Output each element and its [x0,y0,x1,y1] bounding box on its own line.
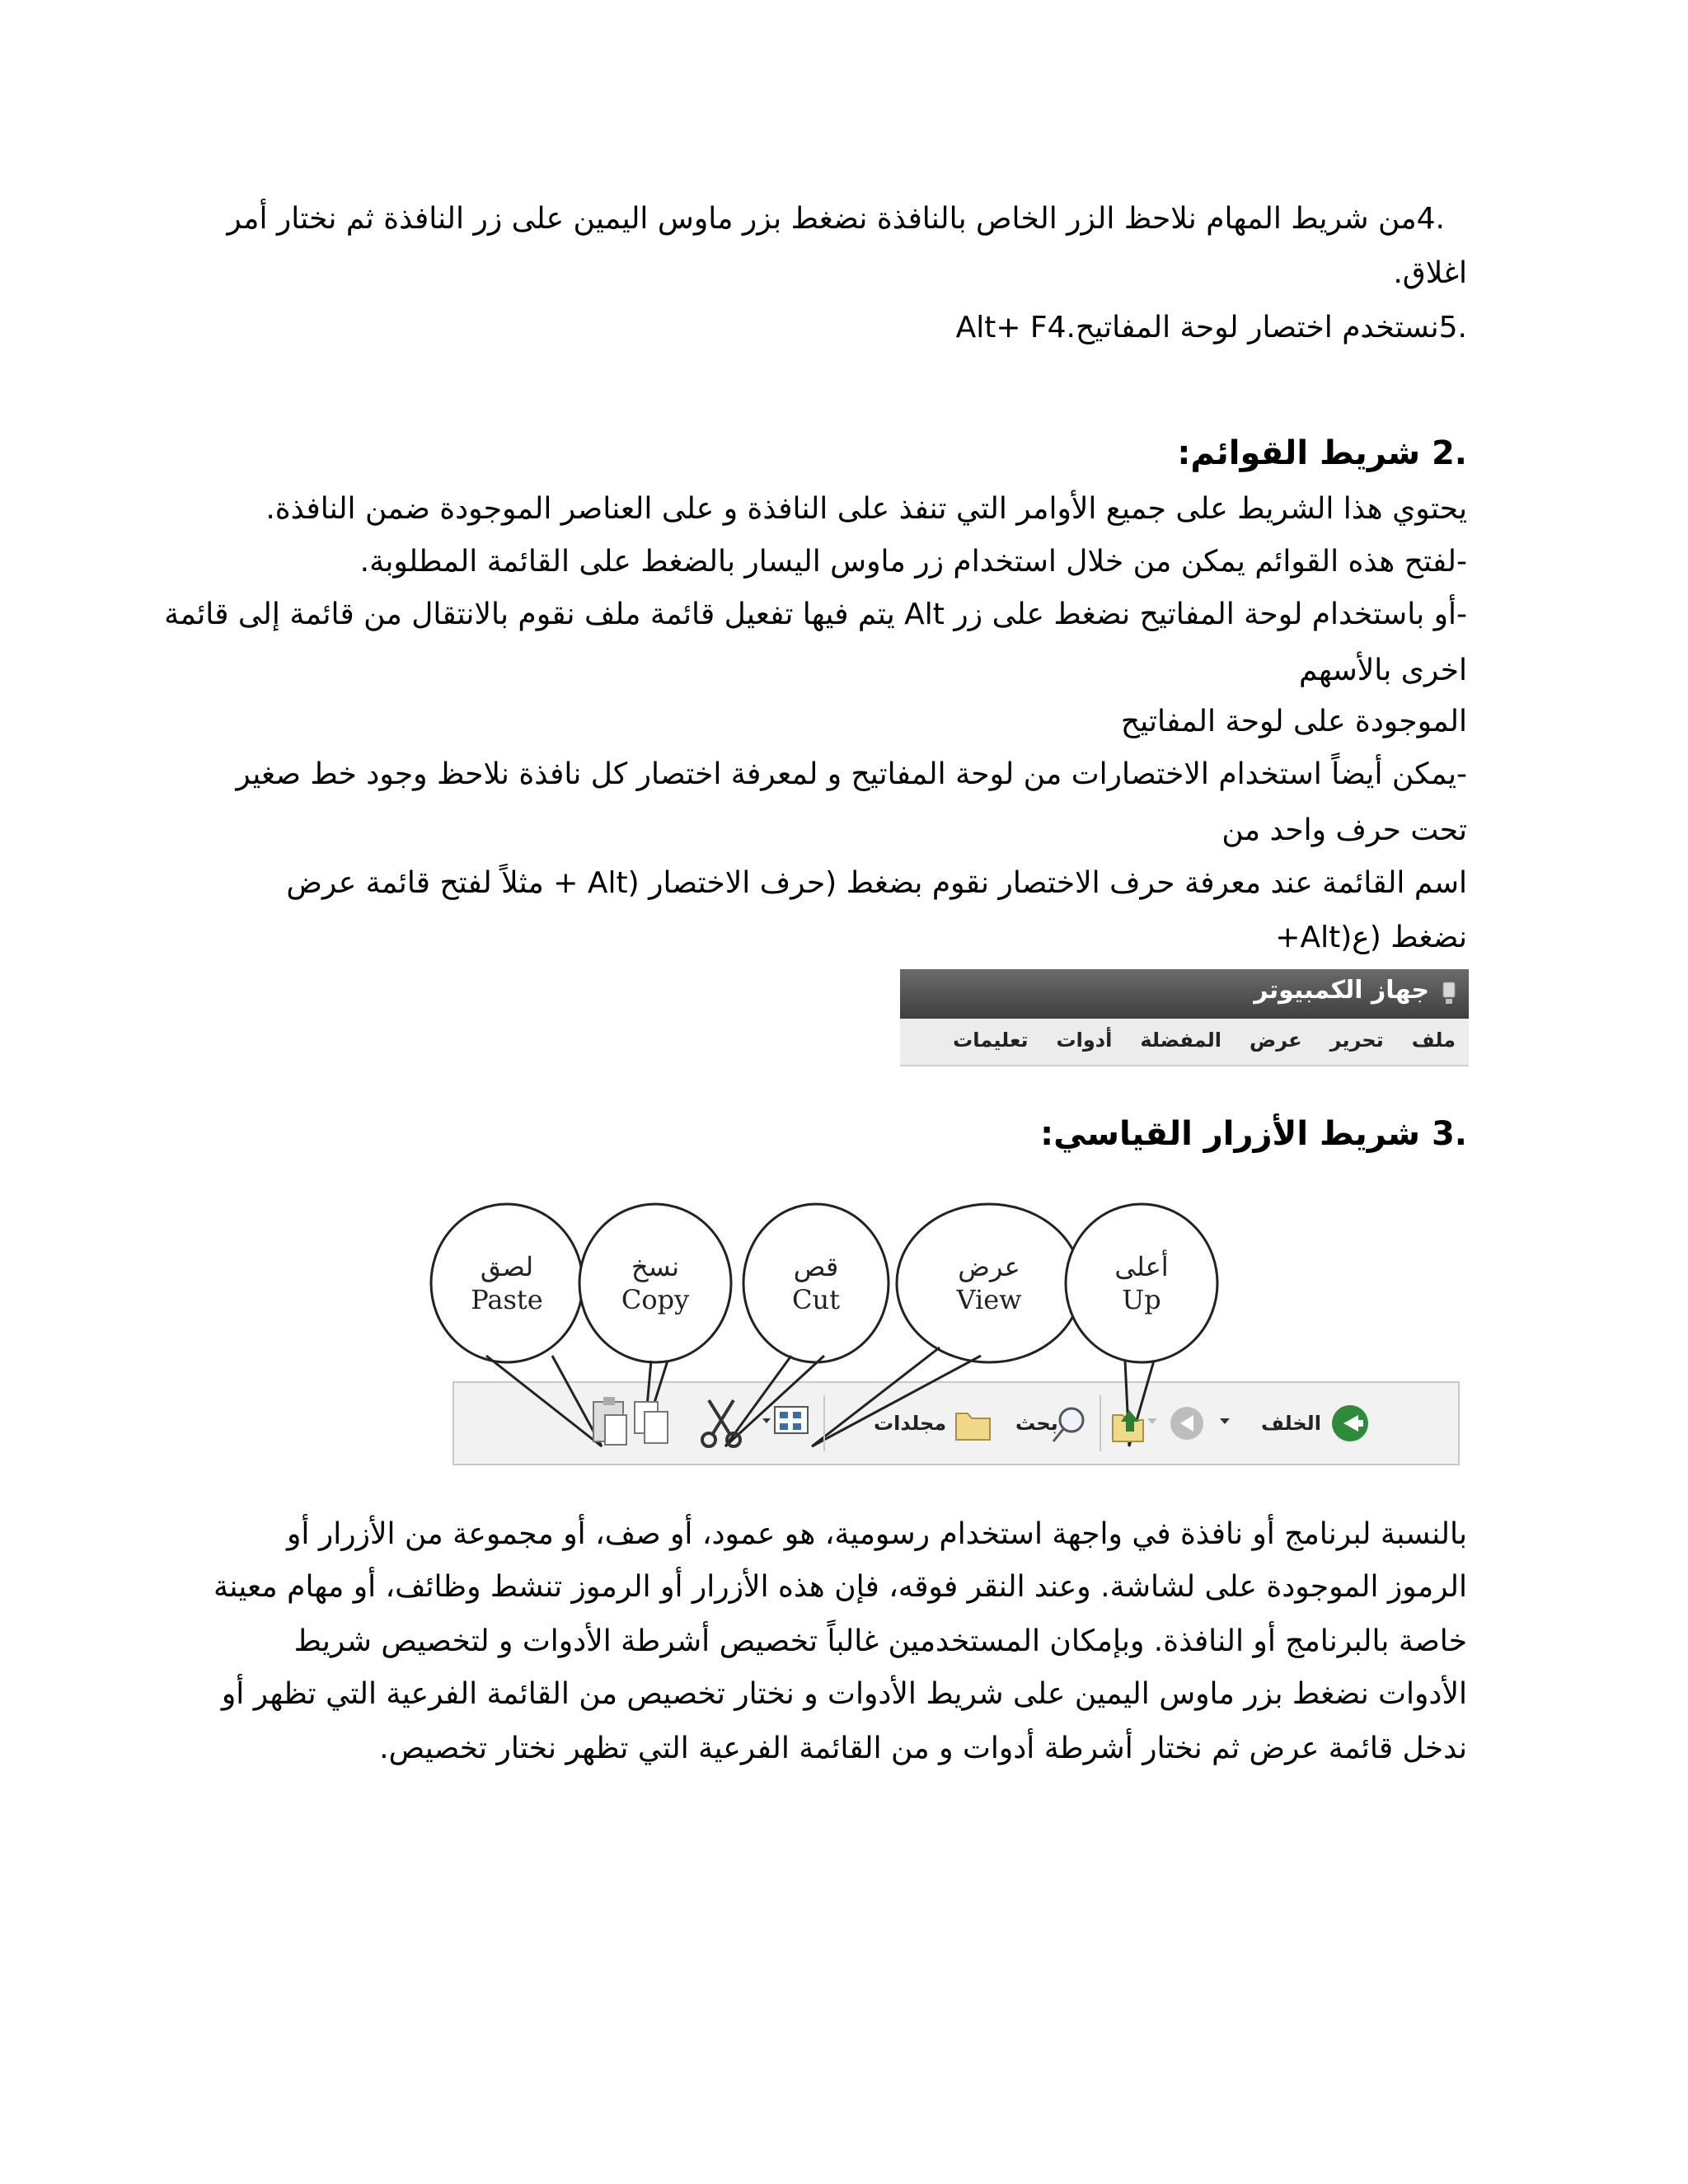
section2-title: شريط القوائم: [1177,434,1421,472]
view-callout-ar: عرض [958,1251,1020,1282]
menu-view[interactable]: عرض [1249,1029,1302,1052]
section2-line-6: -يمكن أيضاً استخدام الاختصارات من لوحة المفاتيح و لمعرفة اختصار كل نافذة نلاحظ وجود خط صغير [236,757,1467,791]
search-button-label[interactable]: بحث [1015,1412,1058,1435]
section3-heading [1040,1114,1467,1154]
item5-text: .5نستخدم اختصار لوحة المفاتيح. [1066,311,1467,344]
up-callout-en: Up [1122,1284,1161,1315]
menu-file[interactable]: ملف [1411,1029,1456,1052]
section3-title: شريط الأزرار القياسي: [1040,1115,1421,1153]
section2-line-9: نضغط (ع(Alt+ [1275,921,1467,954]
paste-callout-ar: لصق [480,1251,534,1282]
item5-line [956,308,1467,348]
cut-callout-label [742,1250,890,1316]
window-title-bar [900,969,1469,1019]
standard-toolbar-figure [429,1199,1467,1471]
section2-line-7: تحت حرف واحد من [1221,813,1467,847]
section3-number: 3. [1431,1115,1467,1153]
item4-line1: .4من شريط المهام نلاحظ الزر الخاص بالنافذة نضغط بزر ماوس اليمين على زر النافذة ثم نختار أمر [227,202,1445,236]
menu-edit[interactable]: تحرير [1329,1029,1384,1052]
menu-bar [900,1019,1469,1066]
section2-number: 2. [1431,434,1467,472]
menu-tools[interactable]: أدوات [1056,1029,1113,1052]
back-button-label[interactable]: الخلف [1261,1412,1321,1435]
section2-heading [1177,434,1467,473]
paste-icon [593,1397,626,1445]
section2-line-1: يحتوي هذا الشريط على جميع الأوامر التي تنفذ على النافذة و على العناصر الموجودة ضمن النافذة. [265,492,1467,526]
section2-line-5: الموجودة على لوحة المفاتيح [1120,705,1467,738]
view-callout-en: View [956,1284,1022,1315]
copy-callout-label [581,1250,729,1316]
section2-line-3: -أو باستخدام لوحة المفاتيح نضغط على زر Alt يتم فيها تفعيل قائمة ملف نقوم بالانتقال من قائمة إلى قائمة [164,598,1467,631]
section3-line-2: الرموز الموجودة على لشاشة. وعند النقر فوقه، فإن هذه الأزرار أو الرموز تنشط وظائف، أو مهام معينة [213,1570,1467,1604]
copy-callout-en: Copy [621,1284,690,1315]
back-icon [1332,1405,1368,1441]
cut-callout-en: Cut [792,1284,840,1315]
computer-icon [1441,981,1457,1005]
item5-shortcut: Alt+ F4 [955,311,1067,344]
menu-favorites[interactable]: المفضلة [1140,1029,1221,1052]
copy-callout-ar: نسخ [631,1251,680,1282]
paste-callout-en: Paste [471,1284,543,1315]
view-callout-label [915,1250,1063,1316]
section2-line-8: اسم القائمة عند معرفة حرف الاختصار نقوم بضغط (حرف الاختصار (Alt + مثلاً لفتح قائمة عرض [286,866,1467,900]
up-callout-ar: أعلى [1114,1251,1169,1282]
menu-bar-screenshot [900,969,1469,1065]
window-title: جهاز الكمبيوتر [1254,976,1429,1005]
forward-icon [1170,1407,1203,1440]
menu-help[interactable]: تعليمات [953,1029,1029,1052]
section3-line-1: بالنسبة لبرنامج أو نافذة في واجهة استخدام رسومية، هو عمود، أو صف، أو مجموعة من الأزرار أو [287,1517,1467,1551]
paste-callout-label [433,1250,581,1316]
section3-line-5: ندخل قائمة عرض ثم نختار أشرطة أدوات و من القائمة الفرعية التي تظهر نختار تخصيص. [379,1732,1467,1765]
folders-button-label[interactable]: مجلدات [874,1412,947,1435]
cut-callout-ar: قص [793,1251,839,1282]
section2-line-2: -لفتح هذه القوائم يمكن من خلال استخدام زر ماوس اليسار بالضغط على القائمة المطلوبة. [359,545,1467,579]
section3-line-3: خاصة بالبرنامج أو النافذة. وبإمكان المستخدمين غالباً تخصيص أشرطة الأدوات و لتخصيص شريط [293,1624,1467,1658]
section2-line-4: اخرى بالأسهم [1299,654,1467,687]
item4-line2: اغلاق. [1393,256,1467,290]
up-callout-label [1067,1250,1216,1316]
section3-line-4: الأدوات نضغط بزر ماوس اليمين على شريط الأدوات و نختار تخصيص من القائمة الفرعية التي تظهر أو [221,1677,1467,1711]
